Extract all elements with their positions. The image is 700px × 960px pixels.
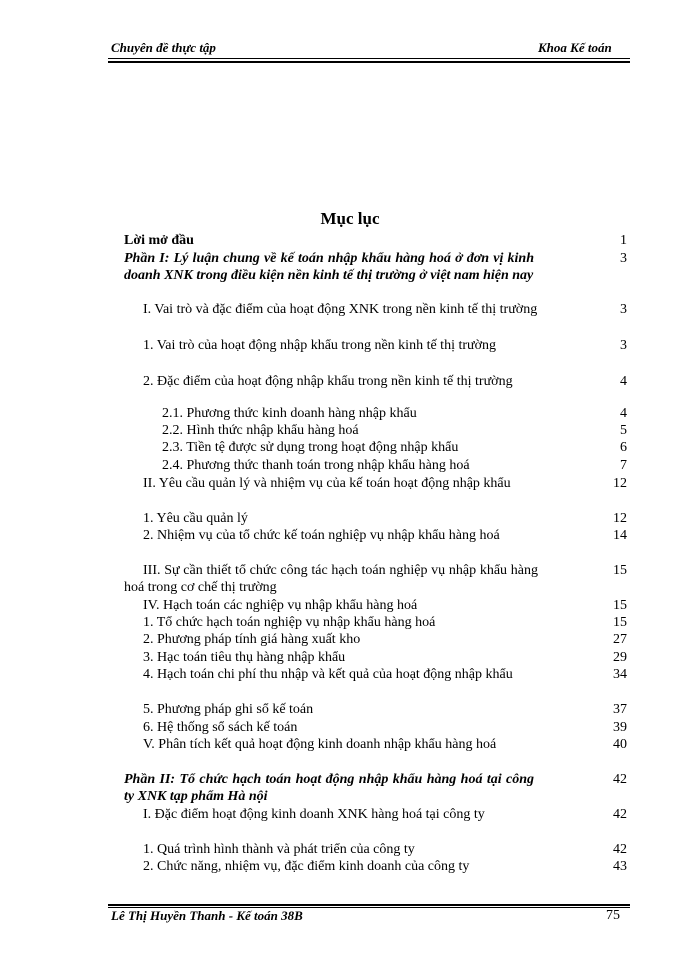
toc-page-number: 40 <box>613 737 627 752</box>
footer-rule-thick <box>108 904 630 906</box>
toc-page-number: 42 <box>613 772 627 787</box>
toc-page-number: 15 <box>613 615 627 630</box>
toc-entry-text: 1. Yêu cầu quản lý <box>143 511 248 526</box>
header-left-text: Chuyên đề thực tập <box>111 40 216 55</box>
part-heading <box>124 772 534 804</box>
part-label: Phần I <box>124 251 165 266</box>
toc-page-number: 7 <box>620 458 627 473</box>
toc-entry-text: 2.4. Phương thức thanh toán trong nhập khẩu hàng hoá <box>162 458 470 473</box>
toc-entry-text: 6. Hệ thống sổ sách kế toán <box>143 720 298 735</box>
toc-entry-text: 2. Đặc điểm của hoạt động nhập khẩu trong nền kinh tế thị trường <box>143 374 513 389</box>
toc-page-number: 1 <box>620 233 627 248</box>
part-title: : Lý luận chung về kế toán nhập khẩu hàng hoá ở đơn vị kinh doanh XNK trong điều kiện nền kinh tế thị trường ở việt nam hiện nay <box>124 251 534 283</box>
toc-title: Mục lục <box>320 209 380 228</box>
toc-page-number: 3 <box>620 302 627 317</box>
toc-entry-text <box>124 771 534 805</box>
toc-page-number: 3 <box>620 251 627 266</box>
toc-page-number: 39 <box>613 720 627 735</box>
part-heading <box>124 251 534 283</box>
toc-page-number: 27 <box>613 632 627 647</box>
toc-page-number: 5 <box>620 423 627 438</box>
part-label: Phần II <box>124 772 171 787</box>
toc-entry-text: I. Đặc điểm hoạt động kinh doanh XNK hàng hoá tại công ty <box>143 807 485 822</box>
toc-entry-text <box>124 250 534 284</box>
header-right-text: Khoa Kế toán <box>538 40 612 55</box>
toc-page-number: 12 <box>613 511 627 526</box>
toc-entry-text: IV. Hạch toán các nghiệp vụ nhập khẩu hàng hoá <box>143 598 418 613</box>
toc-entry-text: 1. Vai trò của hoạt động nhập khẩu trong nền kinh tế thị trường <box>143 338 497 353</box>
toc-page-number: 15 <box>613 598 627 613</box>
toc-entry-text: V. Phân tích kết quả hoạt động kinh doanh nhập khẩu hàng hoá <box>143 737 497 752</box>
part-title: : Tổ chức hạch toán hoạt động nhập khẩu hàng hoá tại công ty XNK tạp phẩm Hà nội <box>124 772 534 804</box>
toc-page-number: 37 <box>613 702 627 717</box>
toc-page-number: 43 <box>613 859 627 874</box>
toc-page-number: 42 <box>613 807 627 822</box>
toc-page-number: 6 <box>620 440 627 455</box>
toc-entry-text: 4. Hạch toán chi phí thu nhập và kết quả của hoạt động nhập khẩu <box>143 667 513 682</box>
toc-entry-text: 2. Chức năng, nhiệm vụ, đặc điểm kinh doanh của công ty <box>143 859 470 874</box>
header-rule <box>108 58 630 59</box>
toc-entry-text: 1. Tổ chức hạch toán nghiệp vụ nhập khẩu hàng hoá <box>143 615 436 630</box>
toc-entry-text: 2.2. Hình thức nhập khẩu hàng hoá <box>162 423 359 438</box>
toc-entry-text: Lời mở đầu <box>124 233 194 248</box>
toc-entry-text: 2.3. Tiền tệ được sử dụng trong hoạt động nhập khẩu <box>162 440 459 455</box>
toc-page-number: 14 <box>613 528 627 543</box>
toc-entry-text: 2. Nhiệm vụ của tổ chức kế toán nghiệp vụ nhập khẩu hàng hoá <box>143 528 500 543</box>
footer-page-number: 75 <box>606 908 620 923</box>
footer-author: Lê Thị Huyền Thanh - Kế toán 38B <box>111 908 303 923</box>
toc-entry-text: 5. Phương pháp ghi sổ kế toán <box>143 702 314 717</box>
toc-entry-text: 2.1. Phương thức kinh doanh hàng nhập khẩu <box>162 406 417 421</box>
toc-page-number: 12 <box>613 476 627 491</box>
toc-page-number: 34 <box>613 667 627 682</box>
toc-entry-text: I. Vai trò và đặc điểm của hoạt động XNK trong nền kinh tế thị trường <box>143 302 538 317</box>
toc-entry-text: 3. Hạc toán tiêu thụ hàng nhập khẩu <box>143 650 346 665</box>
toc-page-number: 4 <box>620 374 627 389</box>
toc-page-number: 29 <box>613 650 627 665</box>
header-rule-thick <box>108 61 630 63</box>
toc-entry-text: II. Yêu cầu quản lý và nhiệm vụ của kế toán hoạt động nhập khẩu <box>143 476 511 491</box>
toc-entry-text: 1. Quá trình hình thành và phát triển của công ty <box>143 842 415 857</box>
toc-page-number: 4 <box>620 406 627 421</box>
toc-page-number: 3 <box>620 338 627 353</box>
toc-entry-text: 2. Phương pháp tính giá hàng xuất kho <box>143 632 361 647</box>
toc-page-number: 15 <box>613 563 627 578</box>
toc-entry-text: III. Sự cần thiết tổ chức công tác hạch toán nghiệp vụ nhập khẩu hàng hoá trong cơ chế thị trường <box>124 563 538 595</box>
toc-page-number: 42 <box>613 842 627 857</box>
